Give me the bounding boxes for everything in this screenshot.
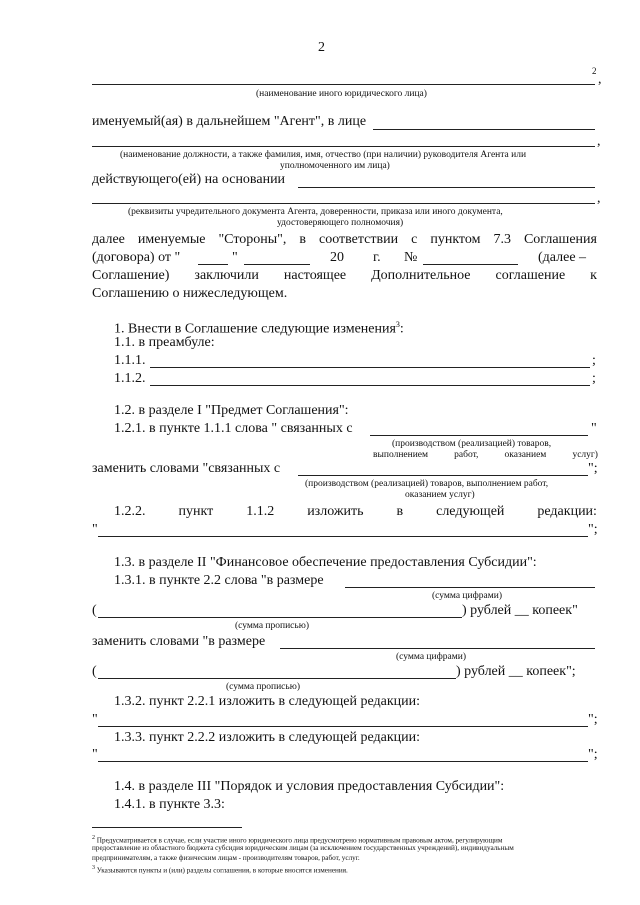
preamble-no: № — [404, 250, 418, 265]
wording-2-2-2-line — [98, 761, 588, 762]
item-1-3-1: 1.3.1. в пункте 2.2 слова "в размере — [114, 573, 324, 588]
position-caption: (наименование должности, а также фамилия, имя, отчество (при наличии) руководителя Агента или — [120, 150, 527, 160]
item-1-1-2-line — [150, 385, 590, 386]
new-wording-line — [98, 536, 588, 537]
semicolon: ; — [592, 371, 596, 386]
item-1-2-1: 1.2.1. в пункте 1.1.1 слова " связанных с — [114, 421, 353, 436]
month-blank — [244, 264, 310, 265]
basis-line-2 — [92, 203, 595, 204]
preamble-year: 20 — [330, 250, 344, 265]
caption-services-2: оказанием услуг) — [405, 490, 475, 500]
rub-kop-2: ) рублей __ копеек"; — [456, 664, 576, 679]
item-1-1-1-line — [150, 367, 590, 368]
end-quote: "; — [588, 461, 598, 476]
rub-kop: ) рублей __ копеек" — [462, 603, 578, 618]
section-1-2-title: 1.2. в разделе I "Предмет Соглашения": — [114, 403, 349, 418]
item-1-4-1: 1.4.1. в пункте 3.3: — [114, 797, 225, 812]
item-1-2-2: 1.2.2. пункт 1.1.2 изложить в следующей редакции: — [114, 504, 597, 519]
wording-2-2-1-line — [98, 726, 588, 727]
caption-works: выполнением работ, оказанием услуг) — [373, 450, 598, 460]
footnote-2-line-2: предоставление из областного бюджета субсидия юридическим лицам (за исключением государственных учреждений), индивидуальным — [92, 844, 514, 852]
caption-goods: (производством (реализацией) товаров, — [392, 439, 552, 449]
section-1-title: 1. Внести в Соглашение следующие изменения$^3$: — [114, 320, 404, 337]
acting-basis: действующего(ей) на основании — [92, 172, 286, 187]
agent-named-as: именуемый(ая) в дальнейшем "Агент", в лице — [92, 114, 367, 129]
preamble-line-3: Соглашение) заключили настоящее Дополнительное соглашение к — [92, 268, 597, 283]
agent-position-line — [92, 146, 595, 147]
sum-digits-line — [345, 587, 595, 588]
replace-with: заменить словами "связанных с — [92, 461, 281, 476]
org-caption: (наименование иного юридического лица) — [256, 89, 427, 99]
position-caption: уполномоченного им лица) — [280, 161, 390, 171]
item-1-1-2: 1.1.2. — [114, 371, 146, 386]
preamble-line-2-open: (договора) от " — [92, 250, 181, 265]
end-quote: "; — [588, 522, 598, 537]
preamble-g: г. — [373, 250, 381, 265]
open-paren: ( — [92, 664, 97, 679]
footnote-2-line-3: предпринимателям, а также физическим лицам - производителям товаров, работ, услуг. — [92, 854, 360, 862]
item-1-2-1-line — [370, 435, 588, 436]
preamble-quote: " — [232, 250, 238, 265]
trail-comma: , — [597, 134, 601, 149]
agent-rep-line — [373, 129, 595, 130]
sum-words-line — [98, 617, 462, 618]
semicolon: ; — [592, 353, 596, 368]
open-quote: " — [92, 747, 98, 762]
footnote-mark-2: 2 — [592, 66, 597, 76]
trail-comma: , — [598, 72, 602, 87]
org-name-line — [92, 84, 595, 85]
preamble-line-1: далее именуемые "Стороны", в соответствии с пунктом 7.3 Соглашения — [92, 232, 597, 247]
caption-sum-words: (сумма прописью) — [235, 621, 309, 631]
docs-caption: (реквизиты учредительного документа Агента, доверенности, приказа или иного документа, — [128, 207, 503, 217]
item-1-3-2: 1.3.2. пункт 2.2.1 изложить в следующей редакции: — [114, 694, 420, 709]
page-number: 2 — [318, 40, 325, 55]
replace-with: заменить словами "в размере — [92, 634, 266, 649]
item-1-1-1: 1.1.1. — [114, 353, 146, 368]
preamble-line-4: Соглашению о нижеследующем. — [92, 286, 288, 301]
sum-words-line-2 — [98, 678, 456, 679]
caption-sum-digits-2: (сумма цифрами) — [396, 652, 466, 662]
replace-line — [298, 475, 588, 476]
item-1-3-3: 1.3.3. пункт 2.2.2 изложить в следующей редакции: — [114, 730, 420, 745]
section-1-3-title: 1.3. в разделе II "Финансовое обеспечение предоставления Субсидии": — [114, 555, 537, 570]
open-paren: ( — [92, 603, 97, 618]
end-quote: "; — [588, 747, 598, 762]
caption-goods-2: (производством (реализацией) товаров, выполнением работ, — [305, 479, 549, 489]
caption-sum-digits: (сумма цифрами) — [432, 591, 502, 601]
sum-digits-line-2 — [280, 648, 595, 649]
preamble-tail: (далее – — [538, 250, 587, 265]
day-blank — [198, 264, 228, 265]
basis-line — [298, 187, 595, 188]
docs-caption: удостоверяющего полномочия) — [277, 218, 404, 228]
close-quote: " — [591, 421, 597, 436]
item-1-1: 1.1. в преамбуле: — [114, 335, 215, 350]
footnote-3: $^3$ Указываются пункты и (или) разделы соглашения, в которые вносятся изменения. — [92, 865, 348, 875]
trail-comma: , — [597, 191, 601, 206]
number-blank — [423, 264, 518, 265]
end-quote: "; — [588, 712, 598, 727]
section-1-4-title: 1.4. в разделе III "Порядок и условия предоставления Субсидии": — [114, 779, 505, 794]
footnote-2-line-1: $^2$ Предусматривается в случае, если участие иного юридического лица предусмотрено нормативным правовым актом, регулирующим — [92, 835, 503, 845]
open-quote: " — [92, 522, 98, 537]
open-quote: " — [92, 712, 98, 727]
footnote-separator — [92, 827, 242, 828]
caption-sum-words-2: (сумма прописью) — [226, 682, 300, 692]
